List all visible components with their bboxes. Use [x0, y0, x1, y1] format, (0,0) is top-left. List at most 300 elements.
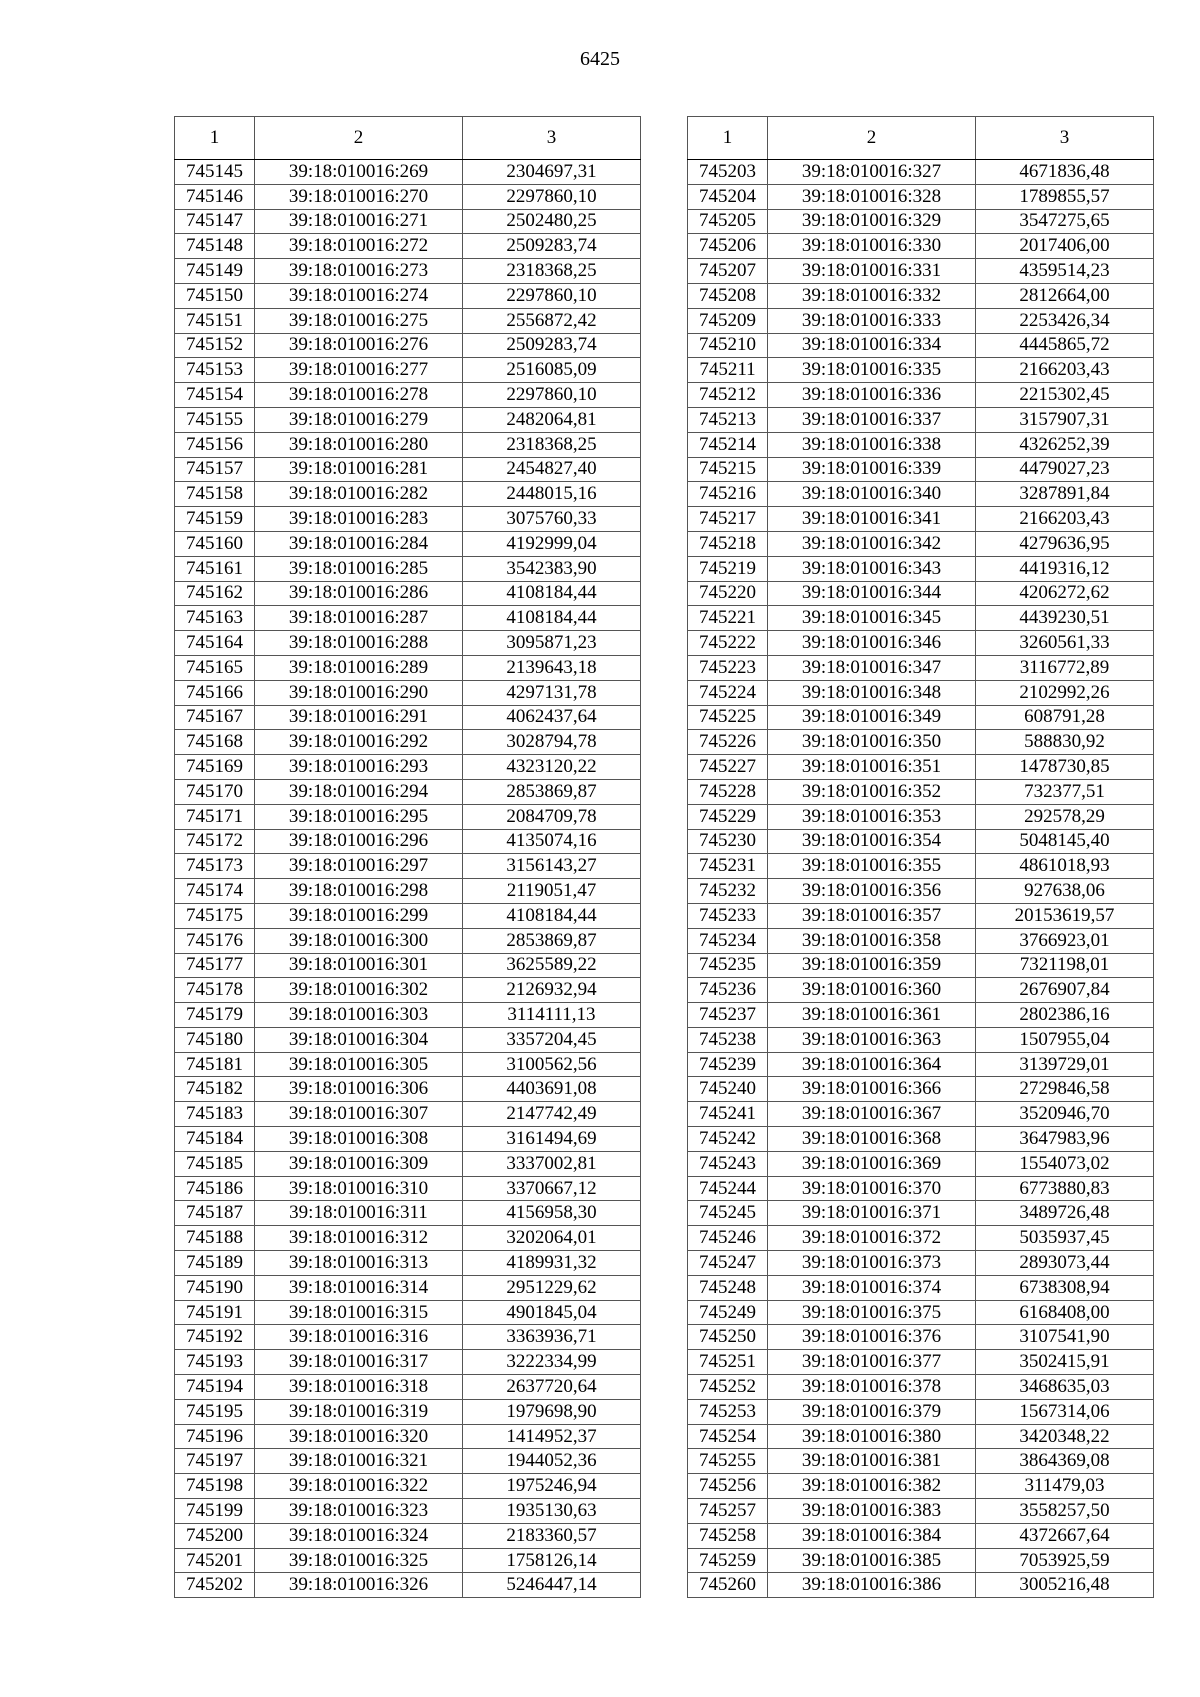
table-row	[175, 1548, 641, 1573]
cadastral-number-cell: 39:18:010016:356	[768, 879, 976, 904]
table-row	[688, 953, 1154, 978]
table-row	[175, 1077, 641, 1102]
row-number-cell: 745182	[175, 1077, 255, 1102]
row-number-cell: 745172	[175, 829, 255, 854]
value-cell: 2509283,74	[463, 234, 641, 259]
row-number-cell: 745202	[175, 1573, 255, 1598]
cadastral-number-cell: 39:18:010016:338	[768, 432, 976, 457]
row-number-cell: 745243	[688, 1151, 768, 1176]
value-cell: 4445865,72	[976, 333, 1154, 358]
value-cell: 2166203,43	[976, 507, 1154, 532]
cadastral-number-cell: 39:18:010016:350	[768, 730, 976, 755]
value-cell: 1758126,14	[463, 1548, 641, 1573]
row-number-cell: 745235	[688, 953, 768, 978]
value-cell: 4135074,16	[463, 829, 641, 854]
row-number-cell: 745152	[175, 333, 255, 358]
row-number-cell: 745163	[175, 606, 255, 631]
row-number-cell: 745160	[175, 531, 255, 556]
table-row	[688, 680, 1154, 705]
cadastral-number-cell: 39:18:010016:308	[255, 1127, 463, 1152]
table-row	[175, 1127, 641, 1152]
value-cell: 608791,28	[976, 705, 1154, 730]
table-row	[688, 1499, 1154, 1524]
table-row	[175, 1251, 641, 1276]
cadastral-number-cell: 39:18:010016:330	[768, 234, 976, 259]
value-cell: 4671836,48	[976, 160, 1154, 185]
table-row	[688, 655, 1154, 680]
value-cell: 2729846,58	[976, 1077, 1154, 1102]
row-number-cell: 745253	[688, 1399, 768, 1424]
value-cell: 1944052,36	[463, 1449, 641, 1474]
value-cell: 1507955,04	[976, 1027, 1154, 1052]
row-number-cell: 745159	[175, 507, 255, 532]
value-cell: 2119051,47	[463, 879, 641, 904]
table-row	[688, 1077, 1154, 1102]
cadastral-number-cell: 39:18:010016:304	[255, 1027, 463, 1052]
value-cell: 2102992,26	[976, 680, 1154, 705]
cadastral-number-cell: 39:18:010016:314	[255, 1275, 463, 1300]
value-cell: 2802386,16	[976, 1003, 1154, 1028]
table-row	[175, 1325, 641, 1350]
cadastral-number-cell: 39:18:010016:358	[768, 928, 976, 953]
row-number-cell: 745190	[175, 1275, 255, 1300]
value-cell: 3095871,23	[463, 631, 641, 656]
column-header-3: 3	[976, 117, 1154, 160]
value-cell: 2502480,25	[463, 209, 641, 234]
table-row	[688, 1127, 1154, 1152]
table-row	[688, 755, 1154, 780]
value-cell: 292578,29	[976, 804, 1154, 829]
table-row	[688, 1003, 1154, 1028]
value-cell: 4359514,23	[976, 259, 1154, 284]
row-number-cell: 745238	[688, 1027, 768, 1052]
row-number-cell: 745242	[688, 1127, 768, 1152]
value-cell: 1975246,94	[463, 1474, 641, 1499]
cadastral-number-cell: 39:18:010016:323	[255, 1499, 463, 1524]
row-number-cell: 745157	[175, 457, 255, 482]
row-number-cell: 745187	[175, 1201, 255, 1226]
table-row	[688, 556, 1154, 581]
cadastral-number-cell: 39:18:010016:342	[768, 531, 976, 556]
row-number-cell: 745183	[175, 1102, 255, 1127]
table-row	[688, 1573, 1154, 1598]
table-row	[175, 1474, 641, 1499]
value-cell: 3337002,81	[463, 1151, 641, 1176]
table-row	[175, 1027, 641, 1052]
row-number-cell: 745191	[175, 1300, 255, 1325]
cadastral-number-cell: 39:18:010016:277	[255, 358, 463, 383]
value-cell: 3156143,27	[463, 854, 641, 879]
row-number-cell: 745186	[175, 1176, 255, 1201]
row-number-cell: 745169	[175, 755, 255, 780]
value-cell: 732377,51	[976, 779, 1154, 804]
table-row	[688, 1102, 1154, 1127]
value-cell: 1979698,90	[463, 1399, 641, 1424]
row-number-cell: 745258	[688, 1523, 768, 1548]
table-row	[688, 1399, 1154, 1424]
row-number-cell: 745249	[688, 1300, 768, 1325]
cadastral-number-cell: 39:18:010016:379	[768, 1399, 976, 1424]
cadastral-number-cell: 39:18:010016:363	[768, 1027, 976, 1052]
cadastral-number-cell: 39:18:010016:384	[768, 1523, 976, 1548]
row-number-cell: 745166	[175, 680, 255, 705]
value-cell: 588830,92	[976, 730, 1154, 755]
cadastral-number-cell: 39:18:010016:348	[768, 680, 976, 705]
value-cell: 6738308,94	[976, 1275, 1154, 1300]
table-row	[175, 854, 641, 879]
row-number-cell: 745257	[688, 1499, 768, 1524]
cadastral-number-cell: 39:18:010016:286	[255, 581, 463, 606]
column-header-3: 3	[463, 117, 641, 160]
table-row	[688, 457, 1154, 482]
table-row	[175, 1052, 641, 1077]
table-row	[688, 779, 1154, 804]
table-row	[175, 407, 641, 432]
row-number-cell: 745154	[175, 383, 255, 408]
row-number-cell: 745255	[688, 1449, 768, 1474]
row-number-cell: 745254	[688, 1424, 768, 1449]
value-cell: 3420348,22	[976, 1424, 1154, 1449]
table-row	[175, 283, 641, 308]
value-cell: 3502415,91	[976, 1350, 1154, 1375]
value-cell: 4108184,44	[463, 903, 641, 928]
table-row	[688, 879, 1154, 904]
cadastral-number-cell: 39:18:010016:309	[255, 1151, 463, 1176]
row-number-cell: 745234	[688, 928, 768, 953]
row-number-cell: 745165	[175, 655, 255, 680]
cadastral-number-cell: 39:18:010016:368	[768, 1127, 976, 1152]
table-row	[175, 1523, 641, 1548]
value-cell: 3202064,01	[463, 1226, 641, 1251]
row-number-cell: 745252	[688, 1375, 768, 1400]
value-cell: 6773880,83	[976, 1176, 1154, 1201]
row-number-cell: 745237	[688, 1003, 768, 1028]
cadastral-number-cell: 39:18:010016:366	[768, 1077, 976, 1102]
value-cell: 7053925,59	[976, 1548, 1154, 1573]
value-cell: 2253426,34	[976, 308, 1154, 333]
row-number-cell: 745168	[175, 730, 255, 755]
cadastral-number-cell: 39:18:010016:315	[255, 1300, 463, 1325]
table-row	[175, 308, 641, 333]
value-cell: 3547275,65	[976, 209, 1154, 234]
row-number-cell: 745248	[688, 1275, 768, 1300]
cadastral-number-cell: 39:18:010016:371	[768, 1201, 976, 1226]
table-row	[175, 1499, 641, 1524]
row-number-cell: 745217	[688, 507, 768, 532]
cadastral-number-cell: 39:18:010016:335	[768, 358, 976, 383]
cadastral-number-cell: 39:18:010016:383	[768, 1499, 976, 1524]
row-number-cell: 745239	[688, 1052, 768, 1077]
value-cell: 3357204,45	[463, 1027, 641, 1052]
row-number-cell: 745197	[175, 1449, 255, 1474]
row-number-cell: 745174	[175, 879, 255, 904]
cadastral-number-cell: 39:18:010016:290	[255, 680, 463, 705]
column-header-1: 1	[688, 117, 768, 160]
row-number-cell: 745227	[688, 755, 768, 780]
cadastral-number-cell: 39:18:010016:355	[768, 854, 976, 879]
value-cell: 3542383,90	[463, 556, 641, 581]
value-cell: 2318368,25	[463, 432, 641, 457]
cadastral-number-cell: 39:18:010016:340	[768, 482, 976, 507]
cadastral-number-cell: 39:18:010016:325	[255, 1548, 463, 1573]
cadastral-number-cell: 39:18:010016:307	[255, 1102, 463, 1127]
cadastral-number-cell: 39:18:010016:283	[255, 507, 463, 532]
row-number-cell: 745224	[688, 680, 768, 705]
value-cell: 2853869,87	[463, 779, 641, 804]
value-cell: 2951229,62	[463, 1275, 641, 1300]
table-row	[175, 1375, 641, 1400]
cadastral-number-cell: 39:18:010016:287	[255, 606, 463, 631]
cadastral-number-cell: 39:18:010016:301	[255, 953, 463, 978]
cadastral-number-cell: 39:18:010016:377	[768, 1350, 976, 1375]
cadastral-number-cell: 39:18:010016:328	[768, 184, 976, 209]
row-number-cell: 745216	[688, 482, 768, 507]
row-number-cell: 745145	[175, 160, 255, 185]
table-row	[175, 1449, 641, 1474]
cadastral-number-cell: 39:18:010016:303	[255, 1003, 463, 1028]
table-row	[175, 1399, 641, 1424]
value-cell: 2893073,44	[976, 1251, 1154, 1276]
table-row	[175, 581, 641, 606]
cadastral-number-cell: 39:18:010016:343	[768, 556, 976, 581]
value-cell: 3116772,89	[976, 655, 1154, 680]
cadastral-number-cell: 39:18:010016:353	[768, 804, 976, 829]
row-number-cell: 745228	[688, 779, 768, 804]
table-row	[175, 705, 641, 730]
cadastral-number-cell: 39:18:010016:293	[255, 755, 463, 780]
table-row	[175, 655, 641, 680]
cadastral-number-cell: 39:18:010016:279	[255, 407, 463, 432]
row-number-cell: 745195	[175, 1399, 255, 1424]
value-cell: 2215302,45	[976, 383, 1154, 408]
cadastral-number-cell: 39:18:010016:300	[255, 928, 463, 953]
value-cell: 4108184,44	[463, 581, 641, 606]
table-row	[688, 705, 1154, 730]
value-cell: 3647983,96	[976, 1127, 1154, 1152]
value-cell: 4206272,62	[976, 581, 1154, 606]
row-number-cell: 745155	[175, 407, 255, 432]
table-row	[175, 804, 641, 829]
row-number-cell: 745245	[688, 1201, 768, 1226]
row-number-cell: 745171	[175, 804, 255, 829]
row-number-cell: 745167	[175, 705, 255, 730]
cadastral-number-cell: 39:18:010016:275	[255, 308, 463, 333]
row-number-cell: 745177	[175, 953, 255, 978]
value-cell: 2516085,09	[463, 358, 641, 383]
table-row	[175, 606, 641, 631]
row-number-cell: 745164	[175, 631, 255, 656]
value-cell: 3370667,12	[463, 1176, 641, 1201]
value-cell: 3100562,56	[463, 1052, 641, 1077]
value-cell: 3260561,33	[976, 631, 1154, 656]
cadastral-number-cell: 39:18:010016:332	[768, 283, 976, 308]
value-cell: 3139729,01	[976, 1052, 1154, 1077]
row-number-cell: 745259	[688, 1548, 768, 1573]
value-cell: 2183360,57	[463, 1523, 641, 1548]
row-number-cell: 745230	[688, 829, 768, 854]
value-cell: 4323120,22	[463, 755, 641, 780]
value-cell: 2448015,16	[463, 482, 641, 507]
cadastral-number-cell: 39:18:010016:273	[255, 259, 463, 284]
row-number-cell: 745170	[175, 779, 255, 804]
cadastral-number-cell: 39:18:010016:324	[255, 1523, 463, 1548]
cadastral-number-cell: 39:18:010016:345	[768, 606, 976, 631]
table-row	[175, 779, 641, 804]
row-number-cell: 745180	[175, 1027, 255, 1052]
column-header-1: 1	[175, 117, 255, 160]
row-number-cell: 745200	[175, 1523, 255, 1548]
value-cell: 3287891,84	[976, 482, 1154, 507]
row-number-cell: 745223	[688, 655, 768, 680]
row-number-cell: 745222	[688, 631, 768, 656]
table-row	[175, 631, 641, 656]
value-cell: 2297860,10	[463, 184, 641, 209]
row-number-cell: 745207	[688, 259, 768, 284]
table-row	[688, 1523, 1154, 1548]
row-number-cell: 745250	[688, 1325, 768, 1350]
row-number-cell: 745184	[175, 1127, 255, 1152]
value-cell: 3075760,33	[463, 507, 641, 532]
cadastral-number-cell: 39:18:010016:339	[768, 457, 976, 482]
table-row	[175, 730, 641, 755]
cadastral-number-cell: 39:18:010016:329	[768, 209, 976, 234]
table-row	[175, 928, 641, 953]
cadastral-number-cell: 39:18:010016:347	[768, 655, 976, 680]
cadastral-number-cell: 39:18:010016:311	[255, 1201, 463, 1226]
cadastral-number-cell: 39:18:010016:334	[768, 333, 976, 358]
row-number-cell: 745199	[175, 1499, 255, 1524]
value-cell: 2454827,40	[463, 457, 641, 482]
row-number-cell: 745251	[688, 1350, 768, 1375]
table-row	[175, 333, 641, 358]
value-cell: 3625589,22	[463, 953, 641, 978]
table-row	[688, 482, 1154, 507]
value-cell: 2166203,43	[976, 358, 1154, 383]
table-header-row	[175, 117, 641, 160]
row-number-cell: 745158	[175, 482, 255, 507]
cadastral-number-cell: 39:18:010016:380	[768, 1424, 976, 1449]
table-row	[688, 209, 1154, 234]
table-row	[688, 903, 1154, 928]
cadastral-number-cell: 39:18:010016:278	[255, 383, 463, 408]
value-cell: 4279636,95	[976, 531, 1154, 556]
row-number-cell: 745189	[175, 1251, 255, 1276]
cadastral-number-cell: 39:18:010016:327	[768, 160, 976, 185]
table-row	[175, 432, 641, 457]
cadastral-number-cell: 39:18:010016:349	[768, 705, 976, 730]
cadastral-number-cell: 39:18:010016:382	[768, 1474, 976, 1499]
table-row	[688, 1548, 1154, 1573]
row-number-cell: 745175	[175, 903, 255, 928]
row-number-cell: 745225	[688, 705, 768, 730]
cadastral-number-cell: 39:18:010016:296	[255, 829, 463, 854]
row-number-cell: 745185	[175, 1151, 255, 1176]
cadastral-number-cell: 39:18:010016:367	[768, 1102, 976, 1127]
table-row	[175, 457, 641, 482]
table-row	[688, 1151, 1154, 1176]
cadastral-number-cell: 39:18:010016:316	[255, 1325, 463, 1350]
cadastral-number-cell: 39:18:010016:289	[255, 655, 463, 680]
row-number-cell: 745231	[688, 854, 768, 879]
cadastral-number-cell: 39:18:010016:326	[255, 1573, 463, 1598]
table-row	[688, 1176, 1154, 1201]
value-cell: 5048145,40	[976, 829, 1154, 854]
table-row	[175, 953, 641, 978]
cadastral-number-cell: 39:18:010016:359	[768, 953, 976, 978]
row-number-cell: 745150	[175, 283, 255, 308]
cadastral-number-cell: 39:18:010016:336	[768, 383, 976, 408]
table-row	[688, 1375, 1154, 1400]
row-number-cell: 745188	[175, 1226, 255, 1251]
value-cell: 2084709,78	[463, 804, 641, 829]
table-row	[175, 482, 641, 507]
value-cell: 5246447,14	[463, 1573, 641, 1598]
table-row	[688, 829, 1154, 854]
table-row	[688, 1052, 1154, 1077]
table-row	[688, 1474, 1154, 1499]
value-cell: 20153619,57	[976, 903, 1154, 928]
value-cell: 2812664,00	[976, 283, 1154, 308]
table-row	[688, 928, 1154, 953]
value-cell: 3157907,31	[976, 407, 1154, 432]
value-cell: 2297860,10	[463, 383, 641, 408]
row-number-cell: 745156	[175, 432, 255, 457]
cadastral-number-cell: 39:18:010016:272	[255, 234, 463, 259]
cadastral-number-cell: 39:18:010016:288	[255, 631, 463, 656]
cadastral-number-cell: 39:18:010016:299	[255, 903, 463, 928]
cadastral-number-cell: 39:18:010016:282	[255, 482, 463, 507]
cadastral-number-cell: 39:18:010016:375	[768, 1300, 976, 1325]
value-cell: 6168408,00	[976, 1300, 1154, 1325]
value-cell: 1935130,63	[463, 1499, 641, 1524]
value-cell: 3520946,70	[976, 1102, 1154, 1127]
value-cell: 5035937,45	[976, 1226, 1154, 1251]
table-row	[688, 978, 1154, 1003]
table-row	[688, 1201, 1154, 1226]
cadastral-number-cell: 39:18:010016:295	[255, 804, 463, 829]
value-cell: 3005216,48	[976, 1573, 1154, 1598]
row-number-cell: 745244	[688, 1176, 768, 1201]
row-number-cell: 745213	[688, 407, 768, 432]
cadastral-number-cell: 39:18:010016:364	[768, 1052, 976, 1077]
value-cell: 3107541,90	[976, 1325, 1154, 1350]
cadastral-number-cell: 39:18:010016:271	[255, 209, 463, 234]
table-row	[175, 755, 641, 780]
row-number-cell: 745181	[175, 1052, 255, 1077]
row-number-cell: 745176	[175, 928, 255, 953]
row-number-cell: 745236	[688, 978, 768, 1003]
table-row	[175, 903, 641, 928]
cadastral-number-cell: 39:18:010016:285	[255, 556, 463, 581]
table-row	[175, 1424, 641, 1449]
value-cell: 4403691,08	[463, 1077, 641, 1102]
cadastral-number-cell: 39:18:010016:281	[255, 457, 463, 482]
cadastral-number-cell: 39:18:010016:333	[768, 308, 976, 333]
cadastral-number-cell: 39:18:010016:346	[768, 631, 976, 656]
value-cell: 7321198,01	[976, 953, 1154, 978]
value-cell: 4326252,39	[976, 432, 1154, 457]
table-row	[688, 581, 1154, 606]
row-number-cell: 745153	[175, 358, 255, 383]
value-cell: 4901845,04	[463, 1300, 641, 1325]
table-row	[688, 333, 1154, 358]
row-number-cell: 745233	[688, 903, 768, 928]
value-cell: 1789855,57	[976, 184, 1154, 209]
cadastral-number-cell: 39:18:010016:276	[255, 333, 463, 358]
value-cell: 4156958,30	[463, 1201, 641, 1226]
table-row	[688, 1350, 1154, 1375]
row-number-cell: 745179	[175, 1003, 255, 1028]
